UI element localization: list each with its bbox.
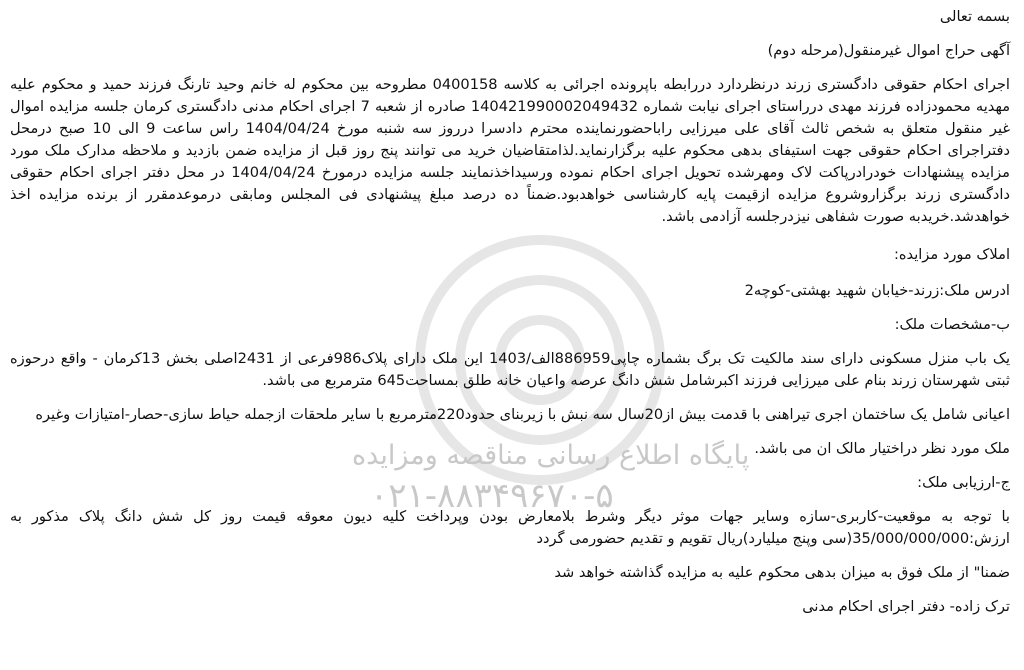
address-line: ادرس ملک:زرند-خیابان شهید بهشتی-کوچه2 (744, 282, 1010, 299)
building-description: اعیانی شامل یک ساختمان اجری تیراهنی با قدمت بیش از20سال سه نبش با زیربنای حدود220مترمربع با سایر ملحقات ازجمله حیاط سازی-حصار-امتیازات وغیره (35, 406, 1010, 423)
section-a-heading: املاک مورد مزایده: (893, 246, 1010, 263)
notice-line: ضمنا" از ملک فوق به میزان بدهی محکوم علیه به مزایده گذاشته خواهد شد (554, 564, 1010, 581)
occupancy-line: ملک مورد نظر دراختیار مالک ان می باشد. (754, 440, 1010, 457)
watermark-phone: ۰۲۱-۸۸۳۴۹۶۷۰-۵ (370, 476, 614, 516)
watermark-text: پایگاه اطلاع رسانی مناقصه ومزایده (352, 440, 750, 471)
bismillah-line: بسمه تعالی (939, 8, 1010, 25)
signature-line: ترک زاده- دفتر اجرای احکام مدنی (802, 598, 1010, 615)
property-description: یک باب منزل مسکونی دارای سند مالکیت تک برگ بشماره چاپی886959الف/1403 این ملک دارای پلاک986فرعی از 2431اصلی بخش 13کرمان - واقع درحوزه ثبتی شهرستان زرند بنام علی میرزایی فرزند اکبرشامل شش دانگ عرصه واعیان خانه طلق بمساحت645 مترمربع می باشد. (10, 350, 1010, 389)
section-b-heading: ب-مشخصات ملک: (894, 316, 1010, 333)
notice-title: آگهی حراج اموال غیرمنقول(مرحله دوم) (767, 42, 1010, 59)
main-paragraph: اجرای احکام حقوقی دادگستری زرند درنظردارد دررابطه باپرونده اجرائی به کلاسه 0400158 مطروحه بین محکوم له خانم وحید تارنگ فرزند حمید و محکوم علیه مهدیه محمودزاده فرزند مهدی درراستای اجرای نیابت شماره 140421990002049432 صادره از شعبه 7 اجرای احکام مدنی دادگستری کرمان جلسه مزایده اموال غیر منقول متعلق به شخص ثالث آقای علی میرزایی راباحضورنماینده محترم دادسرا درروز سه شنبه مورخ 1404/04/24 راس ساعت 9 الی 10 صبح درمحل دفتراجرای احکام حقوقی جهت استیفای بدهی محکوم علیه برگزارنماید.لذامتقاضیان خرید می توانند پنج روز قبل از مزایده ضمن بازدید و ملاحظه مدارک ملک مورد مزایده پیشنهادات خودرادرپاکت لاک ومهرشده تحویل اجرای احکام نموده ورسیداخذنمایند جلسه مزایده درمورخ 1404/04/24 در محل دفتر اجرای احکام حقوقی دادگستری زرند برگزاروشروع مزایده ازقیمت پایه کارشناسی خواهدبود.ضمناً ده درصد مبلغ پیشنهادی فی المجلس ومابقی درموعدمقرر از برنده مزایده اخذ خواهدشد.خریدبه صورت شفاهی نیزدرجلسه آزادمی باشد. (10, 76, 1011, 225)
notice-body (10, 6, 1010, 618)
section-c-heading: ج-ارزیابی ملک: (917, 474, 1010, 491)
valuation-paragraph: با توجه به موقعیت-کاربری-سازه وسایر جهات موثر دیگر وشرط بلامعارض بودن وپرداخت کلیه دیون معوقه قیمت روز کل شش دانگ پلاک مذکور به ارزش:35/000/000/000(سی وپنج میلیارد)ریال تقویم و تقدیم حضورمی گردد (10, 508, 1010, 547)
